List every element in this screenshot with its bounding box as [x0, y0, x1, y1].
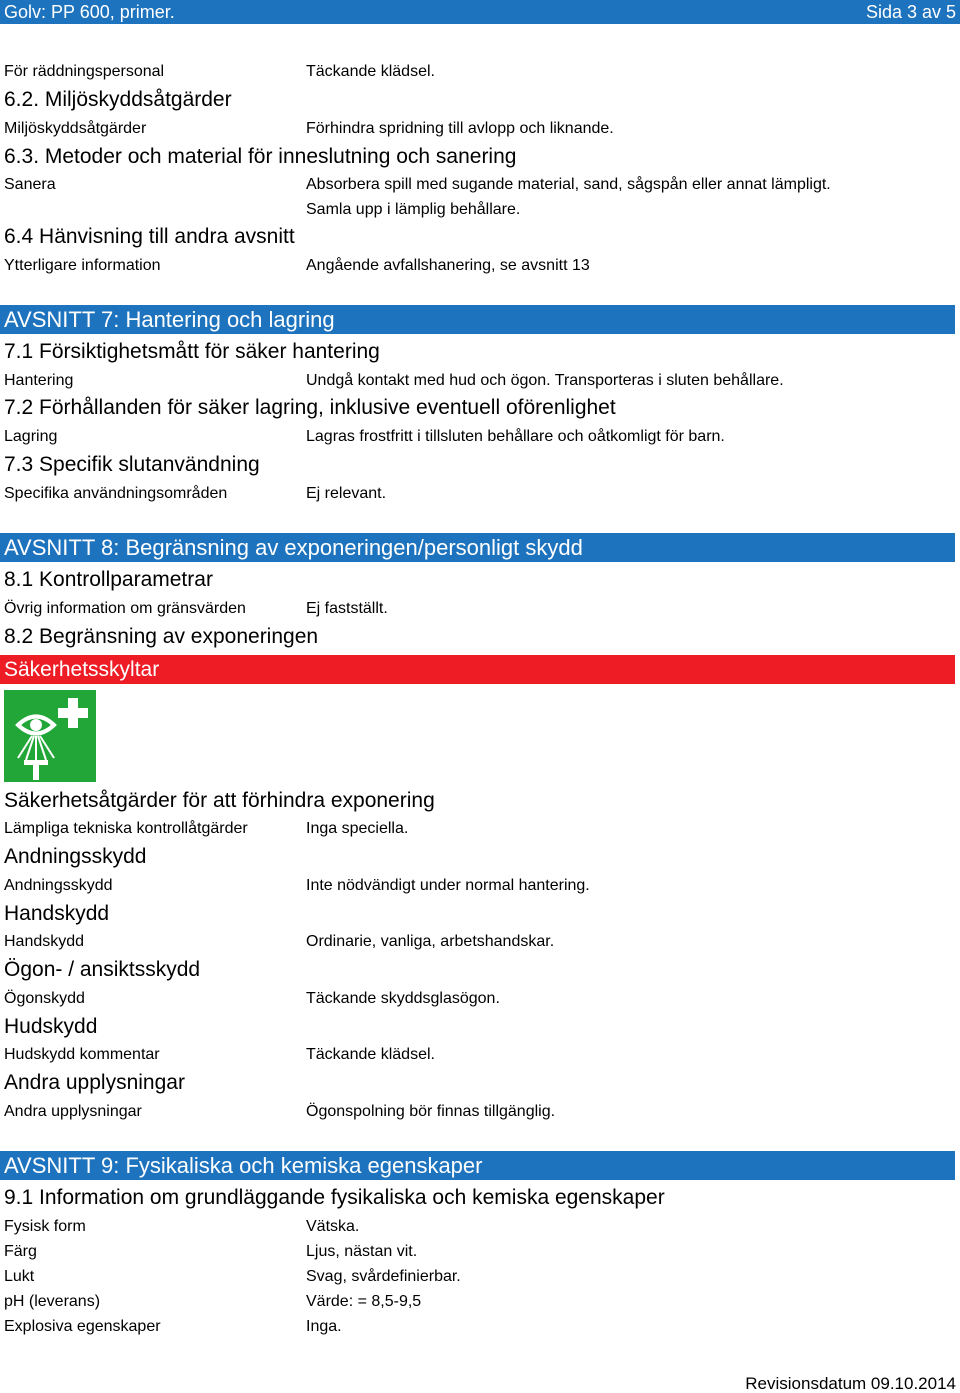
field-label: För räddningspersonal — [4, 63, 165, 80]
page-header — [0, 0, 960, 24]
section-title-9: AVSNITT 9: Fysikaliska och kemiska egenskaper — [0, 1151, 955, 1180]
field-label: Sanera — [4, 176, 56, 193]
field-value: Inte nödvändigt under normal hantering. — [306, 877, 590, 894]
eye-protection-heading: Ögon- / ansiktsskydd — [4, 958, 201, 981]
field-value: Angående avfallshanering, se avsnitt 13 — [306, 257, 590, 274]
subsection-heading-6-3: 6.3. Metoder och material för inneslutning och sanering — [4, 145, 517, 168]
subsection-heading-8-1: 8.1 Kontrollparametrar — [4, 568, 213, 591]
subsection-heading-9-1: 9.1 Information om grundläggande fysikaliska och kemiska egenskaper — [4, 1186, 665, 1209]
field-value: Ögonspolning bör finnas tillgänglig. — [306, 1103, 556, 1120]
field-value: Förhindra spridning till avlopp och liknande. — [306, 120, 614, 137]
field-label: Hudskydd kommentar — [4, 1046, 160, 1063]
field-label: Lagring — [4, 428, 58, 445]
field-value: Undgå kontakt med hud och ögon. Transporteras i sluten behållare. — [306, 372, 784, 389]
field-label: Andra upplysningar — [4, 1103, 142, 1120]
property-value: Inga. — [306, 1318, 342, 1335]
skin-protection-heading: Hudskydd — [4, 1015, 98, 1038]
field-value-line: Samla upp i lämplig behållare. — [306, 201, 521, 218]
subsection-heading-7-3: 7.3 Specifik slutanvändning — [4, 453, 260, 476]
other-info-heading: Andra upplysningar — [4, 1071, 185, 1094]
field-label: Hantering — [4, 372, 74, 389]
field-value: Ordinarie, vanliga, arbetshandskar. — [306, 933, 555, 950]
property-label: Färg — [4, 1243, 37, 1260]
field-label: Andningsskydd — [4, 877, 113, 894]
document-title: Golv: PP 600, primer. — [4, 2, 175, 22]
property-value: Ljus, nästan vit. — [306, 1243, 418, 1260]
property-label: Lukt — [4, 1268, 35, 1285]
subsection-heading-6-4: 6.4 Hänvisning till andra avsnitt — [4, 225, 295, 248]
field-value — [306, 172, 951, 222]
field-value: Täckande klädsel. — [306, 63, 435, 80]
revision-date: Revisionsdatum 09.10.2014 — [745, 1374, 956, 1393]
hand-protection-heading: Handskydd — [4, 902, 110, 925]
subsection-heading-7-1: 7.1 Försiktighetsmått för säker hantering — [4, 340, 380, 363]
field-label: Ögonskydd — [4, 990, 85, 1007]
property-label: Explosiva egenskaper — [4, 1318, 161, 1335]
section-title-7: AVSNITT 7: Hantering och lagring — [0, 305, 955, 334]
field-label: Övrig information om gränsvärden — [4, 600, 246, 617]
property-value: Vätska. — [306, 1218, 360, 1235]
field-value: Lagras frostfritt i tillsluten behållare och oåtkomligt för barn. — [306, 428, 725, 445]
subsection-heading-8-2: 8.2 Begränsning av exponeringen — [4, 625, 319, 648]
eyewash-sign-graphic — [4, 690, 96, 782]
exposure-measures-heading: Säkerhetsåtgärder för att förhindra exponering — [4, 789, 435, 812]
subsection-heading-6-2: 6.2. Miljöskyddsåtgärder — [4, 88, 232, 111]
field-value: Täckande skyddsglasögon. — [306, 990, 500, 1007]
field-value-line: Absorbera spill med sugande material, sand, sågspån eller annat lämpligt. — [306, 176, 831, 193]
property-value: Svag, svårdefinierbar. — [306, 1268, 461, 1285]
field-value: Täckande klädsel. — [306, 1046, 435, 1063]
field-value: Inga speciella. — [306, 820, 409, 837]
field-label: Specifika användningsområden — [4, 485, 228, 502]
field-value: Ej fastställt. — [306, 600, 388, 617]
field-label: Miljöskyddsåtgärder — [4, 120, 147, 137]
page-number: Sida 3 av 5 — [865, 2, 956, 22]
property-value: Värde: = 8,5-9,5 — [306, 1293, 422, 1310]
subsection-heading-7-2: 7.2 Förhållanden för säker lagring, inklusive eventuell oförenlighet — [4, 396, 616, 419]
eyewash-station-icon — [4, 690, 96, 782]
property-label: Fysisk form — [4, 1218, 86, 1235]
property-label: pH (leverans) — [4, 1293, 101, 1310]
field-label: Lämpliga tekniska kontrollåtgärder — [4, 820, 248, 837]
field-label: Ytterligare information — [4, 257, 161, 274]
field-label: Handskydd — [4, 933, 85, 950]
safety-signs-bar: Säkerhetsskyltar — [0, 655, 955, 684]
respiratory-heading: Andningsskydd — [4, 845, 147, 868]
section-title-8: AVSNITT 8: Begränsning av exponeringen/personligt skydd — [0, 533, 955, 562]
field-value: Ej relevant. — [306, 485, 387, 502]
